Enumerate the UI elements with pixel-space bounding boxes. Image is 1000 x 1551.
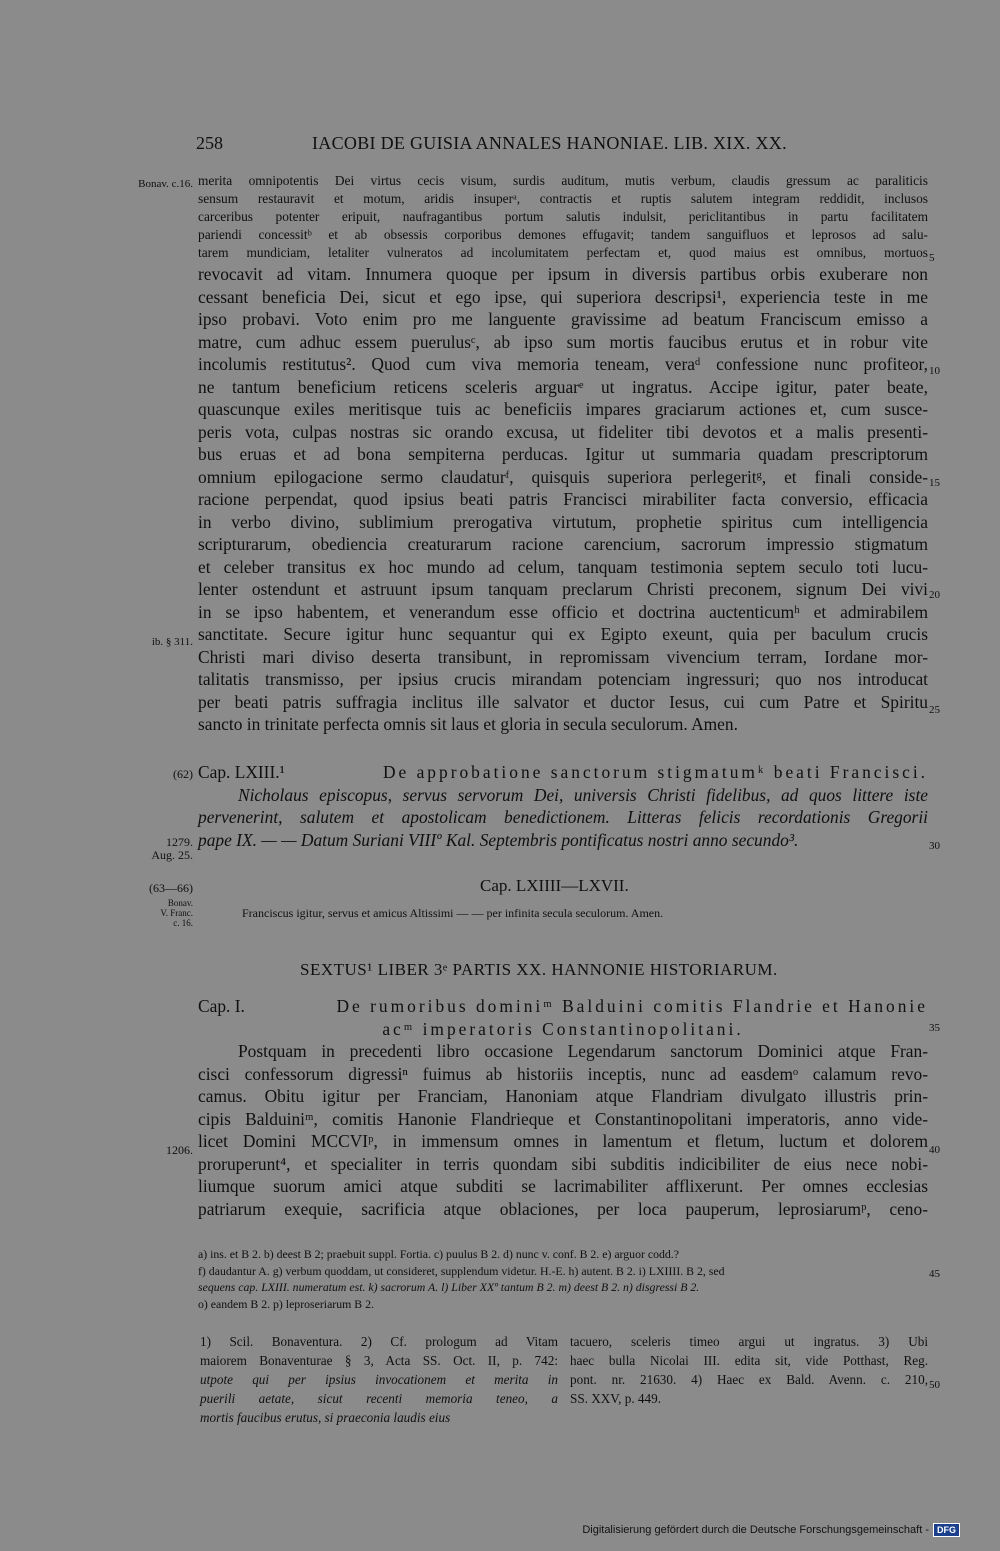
- text-line: incolumis restitutus². Quod cum viva memoria teneam, veraᵈ confessione nunc profiteor,: [198, 354, 928, 374]
- text-line: licet Domini MCCVIᵖ, in immensum omnes in lamentum et fletum, luctum et dolorem: [198, 1131, 928, 1151]
- book-title: SEXTUS¹ LIBER 3ᵉ PARTIS XX. HANNONIE HISTORIARUM.: [300, 960, 778, 979]
- page-number: 258: [196, 133, 223, 153]
- footnote-line: 1) Scil. Bonaventura. 2) Cf. prologum ad Vitam: [200, 1334, 558, 1349]
- margin-date: 1279.: [166, 835, 193, 849]
- footnote-line: maiorem Bonaventurae § 3, Acta SS. Oct. II, p. 742:: [200, 1353, 558, 1368]
- line-number: 15: [929, 477, 940, 489]
- running-title: IACOBI DE GUISIA ANNALES HANONIAE. LIB. XIX. XX.: [312, 133, 787, 153]
- line-number: 45: [929, 1268, 940, 1280]
- chapter-title-cont: acᵐ imperatoris Constantinopolitani.: [382, 1018, 744, 1039]
- footnote-line: puerili aetate, sicut recenti memoria teneo, a: [200, 1391, 558, 1406]
- footnote-line: haec bulla Nicolai III. edita sit, vide Potthast, Reg.: [570, 1353, 928, 1368]
- chapter-label: Cap. I.: [198, 996, 245, 1016]
- footnote-line: pont. nr. 21630. 4) Haec ex Bald. Avenn. c. 210,: [570, 1372, 928, 1387]
- margin-date: Aug. 25.: [151, 848, 193, 862]
- text-line: pervenerint, salutem et apostolicam benedictionem. Litteras felicis recordationis Gregorii: [198, 807, 928, 827]
- text-line: ne tantum beneficium reticens sceleris arguarᵉ ut ingratus. Accipe igitur, pater beate,: [198, 376, 928, 397]
- text-line: Postquam in precedenti libro occasione Legendarum sanctorum Dominici atque Fran-: [238, 1041, 928, 1061]
- text-line: et celeber transitus ex hoc mundo ad celum, tanquam testimonia septem seculo toti lucu-: [198, 556, 928, 577]
- margin-source-ref: V. Franc.: [160, 908, 193, 918]
- text-line: camus. Obitu igitur per Franciam, Hanoniam atque Flandriam divulgato illustris prin-: [198, 1086, 928, 1106]
- chapter-title: De approbatione sanctorum stigmatumᵏ beati Francisci.: [382, 762, 928, 782]
- text-line: cisci confessorum digressiⁿ fuimus ab historiis inceptis, nunc ad easdemᵒ calamum revo-: [198, 1063, 928, 1084]
- small-paragraph: [198, 172, 928, 262]
- text-line: Franciscus igitur, servus et amicus Altissimi — — per infinita secula seculorum. Amen.: [242, 906, 664, 920]
- line-number: 50: [929, 1379, 940, 1391]
- text-line: cessant beneficia Dei, sicut et ego ipse, qui superiora descripsi¹, experiencia teste in me: [198, 286, 928, 307]
- text-line: patriarum exequie, sacrificia atque oblaciones, per loca pauperum, leprosiarumᵖ, ceno-: [198, 1198, 928, 1219]
- text-line: scripturarum, obediencia creaturarum racione carencium, sacrorum impressio stigmatum: [198, 534, 928, 554]
- chapter-label: Cap. LXIII.¹: [198, 762, 285, 782]
- text-line: merita omnipotentis Dei virtus cecis visum, surdis auditum, mutis verbum, claudis gressum ac paraliticis: [198, 173, 928, 188]
- text-line: Nicholaus episcopus, servus servorum Dei, universis Christi fidelibus, ad quos littere iste: [238, 784, 928, 805]
- text-line: bus eruas et ad bona sempiterna perducas. Igitur ut summaria quadam prescriptorum: [198, 444, 928, 464]
- digitization-notice: [582, 1523, 960, 1537]
- dfg-logo-icon: DFG: [933, 1523, 960, 1537]
- apparatus-line: sequens cap. LXIII. numeratum est. k) sacrorum A. l) Liber XXº tantum B 2. m) deest B 2. n) disgressi B 2.: [198, 1280, 700, 1294]
- text-line: ipso probavi. Voto enim pro me languente gravissime ad beatum Franciscum emisso a: [198, 309, 928, 329]
- apparatus-line: a) ins. et B 2. b) deest B 2; praebuit suppl. Fortia. c) puulus B 2. d) nunc v. conf. B 2. e) arguor codd.?: [198, 1247, 679, 1261]
- chapter-heading: [198, 995, 928, 1018]
- text-line: sensum restauravit et motum, aridis insuperᵃ, contractis et ruptis salutem integram reddidit, inclusos: [198, 191, 928, 206]
- text-line: revocavit ad vitam. Innumera quoque per ipsum in diversis partibus orbis exuberare non: [198, 264, 928, 284]
- margin-chapter-ref: (63—66): [149, 881, 193, 895]
- text-line: omnium epilogacione sermo claudaturᶠ, quisquis superiora perlegeritᵍ, et finali conside-: [198, 466, 928, 487]
- main-paragraph: [198, 263, 928, 736]
- footnote-line: utpote qui per ipsius invocationem et merita in: [200, 1372, 558, 1387]
- line-number: 40: [929, 1144, 940, 1156]
- chapter-1: [198, 995, 928, 1220]
- text-line: pape IX. — — Datum Suriani VIIIº Kal. Septembris pontificatus nostri anno secundo³.: [198, 829, 799, 850]
- margin-chapter-ref: (62): [173, 767, 193, 781]
- apparatus-line: o) eandem B 2. p) leproseriarum B 2.: [198, 1296, 374, 1311]
- digitization-text: Digitalisierung gefördert durch die Deutsche Forschungsgemeinschaft -: [582, 1524, 929, 1536]
- text-line: sanctitate. Secure igitur hunc sequantur qui ex Egipto exeunt, quia per baculum crucis: [198, 624, 928, 644]
- line-number: 25: [929, 704, 940, 716]
- text-line: liumque suorum amici atque subditi se lacrimabiliter afflixerunt. Per omnes ecclesias: [198, 1176, 928, 1196]
- text-line: peris vota, culpas nostras sic orando excusa, ut fideliter tibi devotos et a malis presenti-: [198, 421, 928, 442]
- text-line: talitatis transmisso, per ipsius crucis mirandam potenciam ingressuri; quo nos introducat: [198, 669, 928, 689]
- margin-source-ref: Bonav.: [167, 898, 193, 908]
- footnote-line: SS. XXV, p. 449.: [570, 1391, 661, 1406]
- text-line: proruperunt⁴, et specialiter in terris quondam sibi subditis indicibiliter de eius nece nobi-: [198, 1153, 928, 1174]
- text-line: in verbo divino, sublimium prerogativa virtutum, prophetie spiritus cum intelligencia: [198, 511, 928, 532]
- footnote-line: tacuero, sceleris timeo argui ut ingratus. 3) Ubi: [570, 1334, 928, 1349]
- margin-source-ref: c. 16.: [173, 918, 193, 928]
- text-line: carceribus potenter eripuit, naufragantibus portum salutis indulsit, periclitantibus in partu facilitatem: [198, 209, 928, 224]
- text-line: cipis Balduiniᵐ, comitis Hanonie Flandrieque et Constantinopolitani imperatoris, anno vide-: [198, 1108, 928, 1129]
- text-line: racione perpendat, quod ipsius beati patris Francisci mirabiliter facta conversio, efficacia: [198, 489, 928, 509]
- line-number: 35: [929, 1022, 940, 1034]
- chapter-title: De rumoribus dominiᵐ Balduini comitis Flandrie et Hanonie: [336, 996, 928, 1016]
- text-line: tarem mundiciam, letaliter vulneratos ad incolumitatem perfectam et, quod maius est omnibus, mortuos: [198, 245, 928, 260]
- margin-source-ref: ib. § 311.: [151, 636, 193, 648]
- text-line: pariendi concessitᵇ et ab obsessis corporibus demones effugavit; tandem sanguifluos et leprosos ad salu-: [198, 227, 928, 242]
- chapter-63: [198, 761, 928, 851]
- text-line: in se ipso habentem, et venerandum esse officio et doctrina auctenticumʰ et admirabilem: [198, 601, 928, 622]
- chapter-label: Cap. LXIIII—LXVII.: [480, 876, 629, 895]
- line-number: 20: [929, 589, 940, 601]
- line-number: 5: [929, 252, 935, 264]
- line-number: 30: [929, 840, 940, 852]
- text-line: matre, cum adhuc essem puerulusᶜ, ab ipso sum mortis faucibus erutus et in robur vite: [198, 331, 928, 352]
- margin-source-ref: Bonav. c.16.: [138, 178, 193, 190]
- line-number: 10: [929, 365, 940, 377]
- footnotes-right: [570, 1332, 928, 1408]
- apparatus-line: f) daudantur A. g) verbum quoddam, ut consideret, supplendum videtur. H.-E. h) autent. B 2. i) LXIIII. B 2, sed: [198, 1263, 725, 1278]
- text-line: Christi mari diviso deserta transibunt, in repromissam vivencium terram, Iordane mor-: [198, 646, 928, 667]
- footnote-line: mortis faucibus erutus, si praeconia laudis eius: [200, 1410, 451, 1425]
- chapter-heading: [198, 761, 928, 784]
- text-line: quascunque exiles meritisque tuis ac beneficiis impares graciarum actiones et, cum susce-: [198, 399, 928, 419]
- text-line: per beati patris suffragia inclitus ille salvator et ductor Iesus, cui cum Patre et Spiritu: [198, 691, 928, 712]
- critical-apparatus: [198, 1246, 930, 1312]
- page-header: [196, 133, 836, 157]
- text-line: lenter ostendunt et astruunt ipsum tanquam preclarum Christi preconem, signum Dei vivi: [198, 579, 928, 599]
- margin-date: 1206.: [166, 1143, 193, 1157]
- text-line: sancto in trinitate perfecta omnis sit laus et gloria in secula seculorum. Amen.: [198, 714, 738, 734]
- footnotes-left: [200, 1332, 558, 1427]
